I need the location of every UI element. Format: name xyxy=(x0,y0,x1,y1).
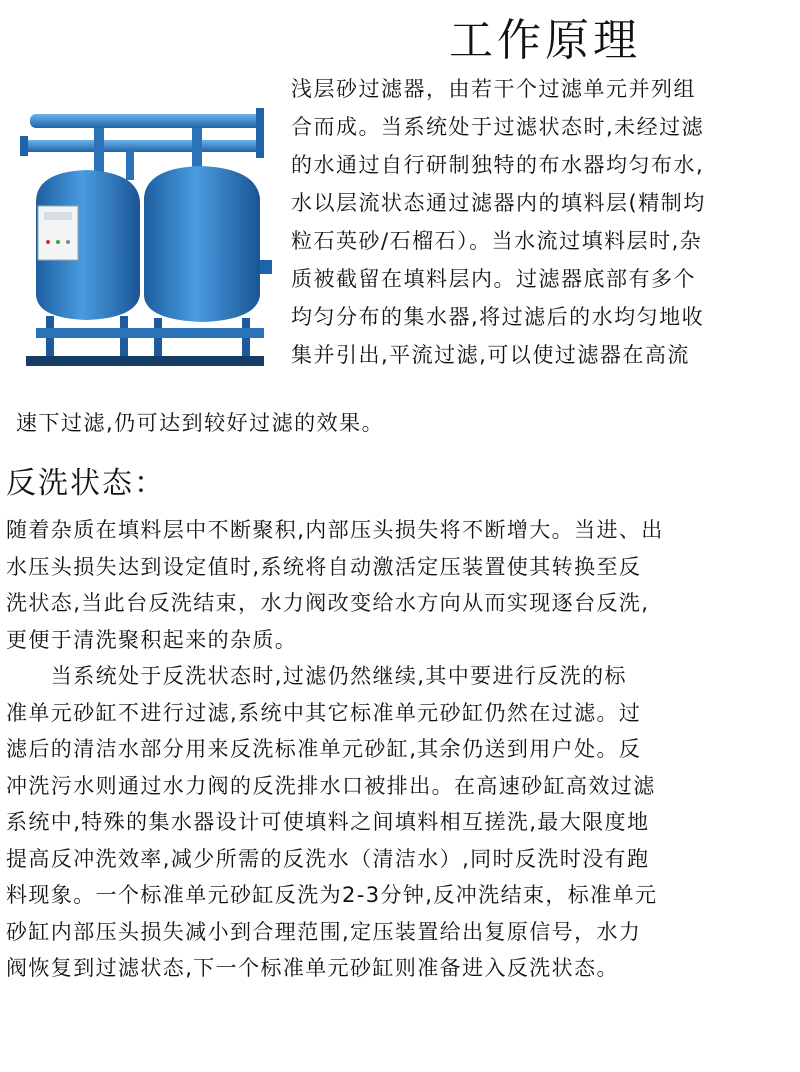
body-line: 料现象。一个标准单元砂缸反洗为2-3分钟,反冲洗结束，标准单元 xyxy=(6,883,658,907)
intro-line: 水以层流状态通过滤器内的填料层(精制均 xyxy=(291,191,706,215)
intro-line: 粒石英砂/石榴石）。当水流过填料层时,杂 xyxy=(291,229,703,253)
intro-line: 的水通过自行研制独特的布水器均匀布水, xyxy=(291,153,705,177)
body-line: 冲洗污水则通过水力阀的反洗排水口被排出。在高速砂缸高效过滤 xyxy=(6,773,656,798)
intro-line: 集并引出,平流过滤,可以使过滤器在高流 xyxy=(291,343,690,367)
body-line: 洗状态,当此台反洗结束，水力阀改变给水方向从而实现逐台反洗, xyxy=(6,591,650,615)
intro-line: 速下过滤,仍可达到较好过滤的效果。 xyxy=(16,411,385,435)
body-line: 滤后的清洁水部分用来反洗标准单元砂缸,其余仍送到用户处。反 xyxy=(6,737,642,761)
body-line: 更便于清洗聚积起来的杂质。 xyxy=(6,627,298,652)
body-line: 系统中,特殊的集水器设计可使填料之间填料相互搓洗,最大限度地 xyxy=(6,810,650,834)
intro-line: 合而成。当系统处于过滤状态时,未经过滤 xyxy=(291,115,705,139)
body-line: 当系统处于反洗状态时,过滤仍然继续,其中要进行反洗的标 xyxy=(6,664,627,688)
filter-tanks-image xyxy=(16,92,274,382)
body-line: 提高反冲洗效率,减少所需的反洗水（清洁水）,同时反洗时没有跑 xyxy=(6,846,650,871)
backwash-heading: 反洗状态： xyxy=(6,466,166,501)
page-title: 工作原理 xyxy=(449,15,641,66)
body-line: 阀恢复到过滤状态,下一个标准单元砂缸则准备进入反洗状态。 xyxy=(6,956,619,980)
body-line: 砂缸内部压头损失减小到合理范围,定压装置给出复原信号，水力 xyxy=(6,919,642,944)
intro-line: 质被截留在填料层内。过滤器底部有多个 xyxy=(291,267,696,291)
backwash-body xyxy=(6,512,796,987)
body-line: 准单元砂缸不进行过滤,系统中其它标准单元砂缸仍然在过滤。过 xyxy=(6,700,642,725)
body-line: 水压头损失达到设定值时,系统将自动激活定压装置使其转换至反 xyxy=(6,554,642,579)
body-line: 随着杂质在填料层中不断聚积,内部压头损失将不断增大。当进、出 xyxy=(6,518,664,542)
intro-line: 浅层砂过滤器，由若干个过滤单元并列组 xyxy=(291,77,696,101)
intro-line: 均匀分布的集水器,将过滤后的水均匀地收 xyxy=(291,305,705,329)
